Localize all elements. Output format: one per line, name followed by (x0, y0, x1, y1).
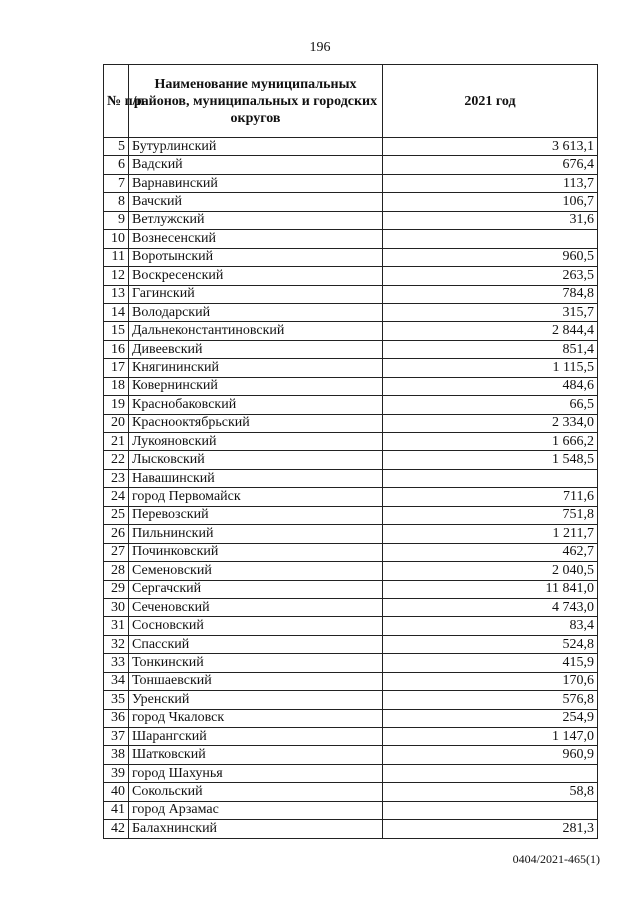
municipality-name: Княгининский (129, 359, 383, 377)
document-code: 0404/2021-465(1) (512, 852, 600, 866)
year-value: 851,4 (383, 340, 598, 358)
row-number: 21 (104, 433, 129, 451)
municipality-name: Лысковский (129, 451, 383, 469)
municipality-name: Дальнеконстантиновский (129, 322, 383, 340)
table-header-row (104, 65, 598, 138)
table-row (104, 783, 598, 801)
table-row (104, 764, 598, 782)
municipality-name: Краснобаковский (129, 396, 383, 414)
table-row (104, 451, 598, 469)
year-value: 106,7 (383, 193, 598, 211)
municipality-name: город Шахунья (129, 764, 383, 782)
municipality-name: Бутурлинский (129, 138, 383, 156)
table-row (104, 193, 598, 211)
table-row (104, 598, 598, 616)
municipality-name: Сосновский (129, 617, 383, 635)
table-row (104, 248, 598, 266)
year-value: 784,8 (383, 285, 598, 303)
table-row (104, 635, 598, 653)
table-row (104, 396, 598, 414)
year-value: 960,5 (383, 248, 598, 266)
year-value: 1 666,2 (383, 433, 598, 451)
year-value: 170,6 (383, 672, 598, 690)
row-number: 28 (104, 562, 129, 580)
row-number: 35 (104, 691, 129, 709)
year-value: 960,9 (383, 746, 598, 764)
year-value: 315,7 (383, 303, 598, 321)
municipality-name: Уренский (129, 691, 383, 709)
municipality-name: Володарский (129, 303, 383, 321)
year-value: 281,3 (383, 820, 598, 838)
year-value: 676,4 (383, 156, 598, 174)
row-number: 15 (104, 322, 129, 340)
municipality-name: Краснооктябрьский (129, 414, 383, 432)
year-value: 83,4 (383, 617, 598, 635)
municipality-name: Сергачский (129, 580, 383, 598)
table-row (104, 211, 598, 229)
row-number: 17 (104, 359, 129, 377)
year-value: 263,5 (383, 267, 598, 285)
table-row (104, 543, 598, 561)
year-value: 58,8 (383, 783, 598, 801)
municipality-name: Дивеевский (129, 340, 383, 358)
row-number: 41 (104, 801, 129, 819)
table-row (104, 525, 598, 543)
year-value: 415,9 (383, 654, 598, 672)
municipality-name: Вадский (129, 156, 383, 174)
year-value (383, 230, 598, 248)
row-number: 16 (104, 340, 129, 358)
year-value: 113,7 (383, 174, 598, 192)
table-row (104, 488, 598, 506)
year-value: 3 613,1 (383, 138, 598, 156)
municipality-name: Варнавинский (129, 174, 383, 192)
table-row (104, 654, 598, 672)
municipality-name: Ветлужский (129, 211, 383, 229)
table-row (104, 728, 598, 746)
table-row (104, 377, 598, 395)
table-row (104, 414, 598, 432)
municipality-name: город Арзамас (129, 801, 383, 819)
year-value: 4 743,0 (383, 598, 598, 616)
row-number: 25 (104, 506, 129, 524)
row-number: 14 (104, 303, 129, 321)
header-year: 2021 год (383, 65, 598, 138)
row-number: 8 (104, 193, 129, 211)
municipality-name: Воскресенский (129, 267, 383, 285)
table-row (104, 820, 598, 838)
municipality-name: Семеновский (129, 562, 383, 580)
year-value: 2 040,5 (383, 562, 598, 580)
row-number: 19 (104, 396, 129, 414)
table-row (104, 691, 598, 709)
year-value: 462,7 (383, 543, 598, 561)
municipality-name: Сокольский (129, 783, 383, 801)
row-number: 42 (104, 820, 129, 838)
row-number: 38 (104, 746, 129, 764)
municipality-name: Гагинский (129, 285, 383, 303)
year-value (383, 469, 598, 487)
table-row (104, 746, 598, 764)
year-value: 31,6 (383, 211, 598, 229)
municipality-name: Шарангский (129, 728, 383, 746)
year-value: 711,6 (383, 488, 598, 506)
table-row (104, 469, 598, 487)
year-value: 484,6 (383, 377, 598, 395)
row-number: 39 (104, 764, 129, 782)
row-number: 22 (104, 451, 129, 469)
municipality-name: город Первомайск (129, 488, 383, 506)
municipality-name: Воротынский (129, 248, 383, 266)
header-number: № п/п (104, 65, 129, 138)
year-value: 254,9 (383, 709, 598, 727)
row-number: 6 (104, 156, 129, 174)
row-number: 7 (104, 174, 129, 192)
municipality-name: Вачский (129, 193, 383, 211)
row-number: 37 (104, 728, 129, 746)
table-row (104, 359, 598, 377)
table-row (104, 433, 598, 451)
municipality-name: Тоншаевский (129, 672, 383, 690)
year-value: 1 147,0 (383, 728, 598, 746)
municipality-name: Пильнинский (129, 525, 383, 543)
municipality-name: Балахнинский (129, 820, 383, 838)
municipality-name: Тонкинский (129, 654, 383, 672)
municipality-name: Лукояновский (129, 433, 383, 451)
row-number: 10 (104, 230, 129, 248)
year-value: 11 841,0 (383, 580, 598, 598)
table-row (104, 580, 598, 598)
row-number: 5 (104, 138, 129, 156)
table-row (104, 267, 598, 285)
year-value: 751,8 (383, 506, 598, 524)
row-number: 29 (104, 580, 129, 598)
row-number: 24 (104, 488, 129, 506)
table-row (104, 506, 598, 524)
row-number: 23 (104, 469, 129, 487)
row-number: 32 (104, 635, 129, 653)
municipality-name: Перевозский (129, 506, 383, 524)
table-row (104, 230, 598, 248)
row-number: 34 (104, 672, 129, 690)
municipality-name: Спасский (129, 635, 383, 653)
row-number: 11 (104, 248, 129, 266)
table-row (104, 156, 598, 174)
table-row (104, 340, 598, 358)
year-value: 66,5 (383, 396, 598, 414)
year-value: 1 115,5 (383, 359, 598, 377)
municipality-name: город Чкаловск (129, 709, 383, 727)
table-row (104, 617, 598, 635)
data-table (103, 64, 598, 839)
table-body (104, 138, 598, 839)
row-number: 27 (104, 543, 129, 561)
table-row (104, 138, 598, 156)
table-row (104, 801, 598, 819)
municipality-name: Шатковский (129, 746, 383, 764)
municipality-name: Починковский (129, 543, 383, 561)
row-number: 12 (104, 267, 129, 285)
row-number: 36 (104, 709, 129, 727)
row-number: 30 (104, 598, 129, 616)
year-value (383, 764, 598, 782)
row-number: 18 (104, 377, 129, 395)
row-number: 33 (104, 654, 129, 672)
municipality-name: Навашинский (129, 469, 383, 487)
row-number: 40 (104, 783, 129, 801)
table-row (104, 709, 598, 727)
year-value: 2 844,4 (383, 322, 598, 340)
year-value: 576,8 (383, 691, 598, 709)
row-number: 26 (104, 525, 129, 543)
page-number: 196 (309, 40, 331, 55)
year-value (383, 801, 598, 819)
municipality-name: Вознесенский (129, 230, 383, 248)
year-value: 524,8 (383, 635, 598, 653)
municipality-name: Сеченовский (129, 598, 383, 616)
row-number: 13 (104, 285, 129, 303)
year-value: 1 211,7 (383, 525, 598, 543)
row-number: 20 (104, 414, 129, 432)
table-row (104, 174, 598, 192)
table-row (104, 322, 598, 340)
header-name: Наименование муниципальных районов, муниципальных и городских округов (129, 65, 383, 138)
table-row (104, 285, 598, 303)
year-value: 2 334,0 (383, 414, 598, 432)
row-number: 9 (104, 211, 129, 229)
row-number: 31 (104, 617, 129, 635)
municipality-name: Ковернинский (129, 377, 383, 395)
table-row (104, 303, 598, 321)
year-value: 1 548,5 (383, 451, 598, 469)
table-row (104, 562, 598, 580)
table-row (104, 672, 598, 690)
